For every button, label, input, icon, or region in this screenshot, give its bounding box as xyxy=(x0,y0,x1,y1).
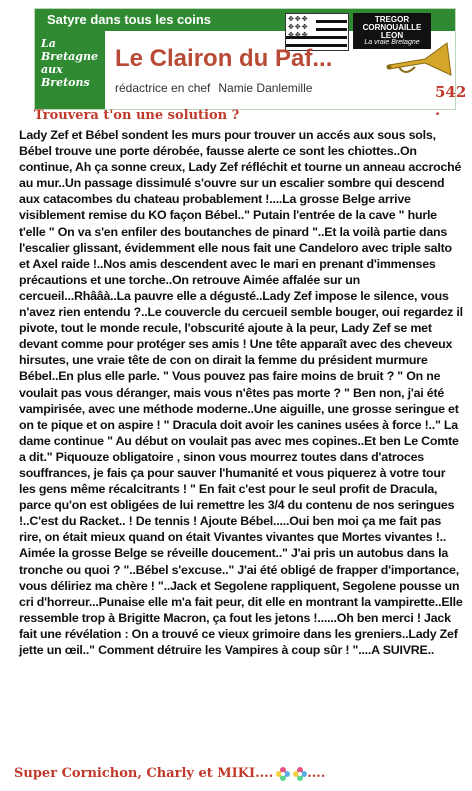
ermine-icon: ✥✥✥ ✥✥✥ xyxy=(288,16,309,31)
signature-trailing: .... xyxy=(307,766,326,781)
newspaper-title: Le Clairon du Paf... xyxy=(115,45,333,72)
region-name: CORNOUAILLE xyxy=(362,23,422,32)
editor-line xyxy=(115,81,312,95)
tagline: Satyre dans tous les coins xyxy=(47,12,212,27)
region-name: LEON xyxy=(380,31,404,40)
brittany-slogan-box xyxy=(35,31,105,109)
article-body: Lady Zef et Bébel sondent les murs pour trouver un accés aux sous sols, Bébel trouve une porte dérobée, fausse alerte ce sont les chiottes..On continue, Ah ça sonne creux, Lady Zef réfléchit et tourne un anneau accroché au mur..Un passage dissimulé s'ouvre sur un escalier sombre qui descend aux catacombes du chateau probablement !....La grosse Belge arrive visiblement remise du KO façon Bébel.." Putain l'entrée de la cave " hurle t'elle " On va s'en enfiler des boutanches de pinard "..Et la voilà partie dans l'escalier glissant, évidemment elle nous fait une Candeloro avec triple salto et Axel raide !..Nos amis descendent avec le mari en prenant d'immenses précautions et une torche..On retrouve Aimée affalée sur un cercueil...Rhââà..La pauvre elle a dégusté..Lady Zef impose le silence, vous n'avez rien entendu ?..Le couvercle du cercueil semble bouger, oui regardez il pivote, tout le monde recule, l'obscurité ajoute à la peur, Lady Zef se met devant comme pour protéger ses amis ! Une tête apparaît avec des cheveux hirsutes, une vraie tête de con on dirait la femme du président murmure Bébel..En plus elle parle. " Vous pouvez pas faire moins de bruit ? " On ne voulait pas vous déranger, mais vous n'êtes pas morte ? " Ben non, j'ai été vampirisée, avec une méthode moderne..Une aiguille, une grosse seringue et on te pique et on aspire ! " Dracula doit avoir les canines usées à force !.." La dame continue " Au début on voulait pas avec mes copines..Et ben Le Comte a dit." Piquouze obligatoire , sinon vous mourrez toutes dans d'atroces souffrances, je fais ça pour sauver l'humanité et vous piquerez à votre tour les gens même récalcitrants ! " En fait c'est pour le seul profit de Dracula, parce qu'on est obligées de lui remettre les 3/4 du contenu de nos seringues !..C'est du Racket.. ! De tennis ! Ajoute Bébel.....Oui ben moi ça me fait pas rire, on était mieux quand on était Vivantes vivantes que Mortes vivantes !.. Aimée la grosse Belge se réveille doucement.." J'ai pris un autobus dans la tronche ou quoi ? "..Bébel s'excuse.." J'ai été obligé de frapper d'importance, vous déliriez ma chère ! "..Jack et Segolene rappliquent, Segolene pousse un cri d'horreur...Punaise elle m'a fait peur, dit elle en montrant la vampirette..Elle ressemble trop à Brigitte Macron, ça fout les jetons !......Oh ben merci ! Jack fait une révélation : On a trouvé ce vieux grimoire dans les greniers..Lady Zef jette un œil.." Comment détruire les Vampires à coup sûr ! "....A SUIVRE.. xyxy=(19,128,463,657)
slogan-line: Bretons xyxy=(41,76,90,89)
editor-label: rédactrice en chef xyxy=(115,81,211,95)
region-subtitle: La vraie Bretagne xyxy=(364,39,420,46)
slogan-line: La xyxy=(41,37,56,50)
editor-name: Namie Danlemille xyxy=(218,81,313,95)
slogan-line: aux xyxy=(41,63,63,76)
slogan-line: Bretagne xyxy=(41,50,98,63)
signature-line xyxy=(14,766,325,781)
flower-icon xyxy=(293,767,307,781)
signature: Super Cornichon, Charly et MIKI.... xyxy=(14,766,274,781)
flower-icon xyxy=(276,767,290,781)
article-title: Trouvera t'on une solution ? xyxy=(34,108,240,123)
bugle-icon xyxy=(385,37,455,79)
brittany-slogan xyxy=(41,37,98,89)
issue-number: 542 . xyxy=(435,83,467,119)
region-name: TREGOR xyxy=(374,15,410,24)
